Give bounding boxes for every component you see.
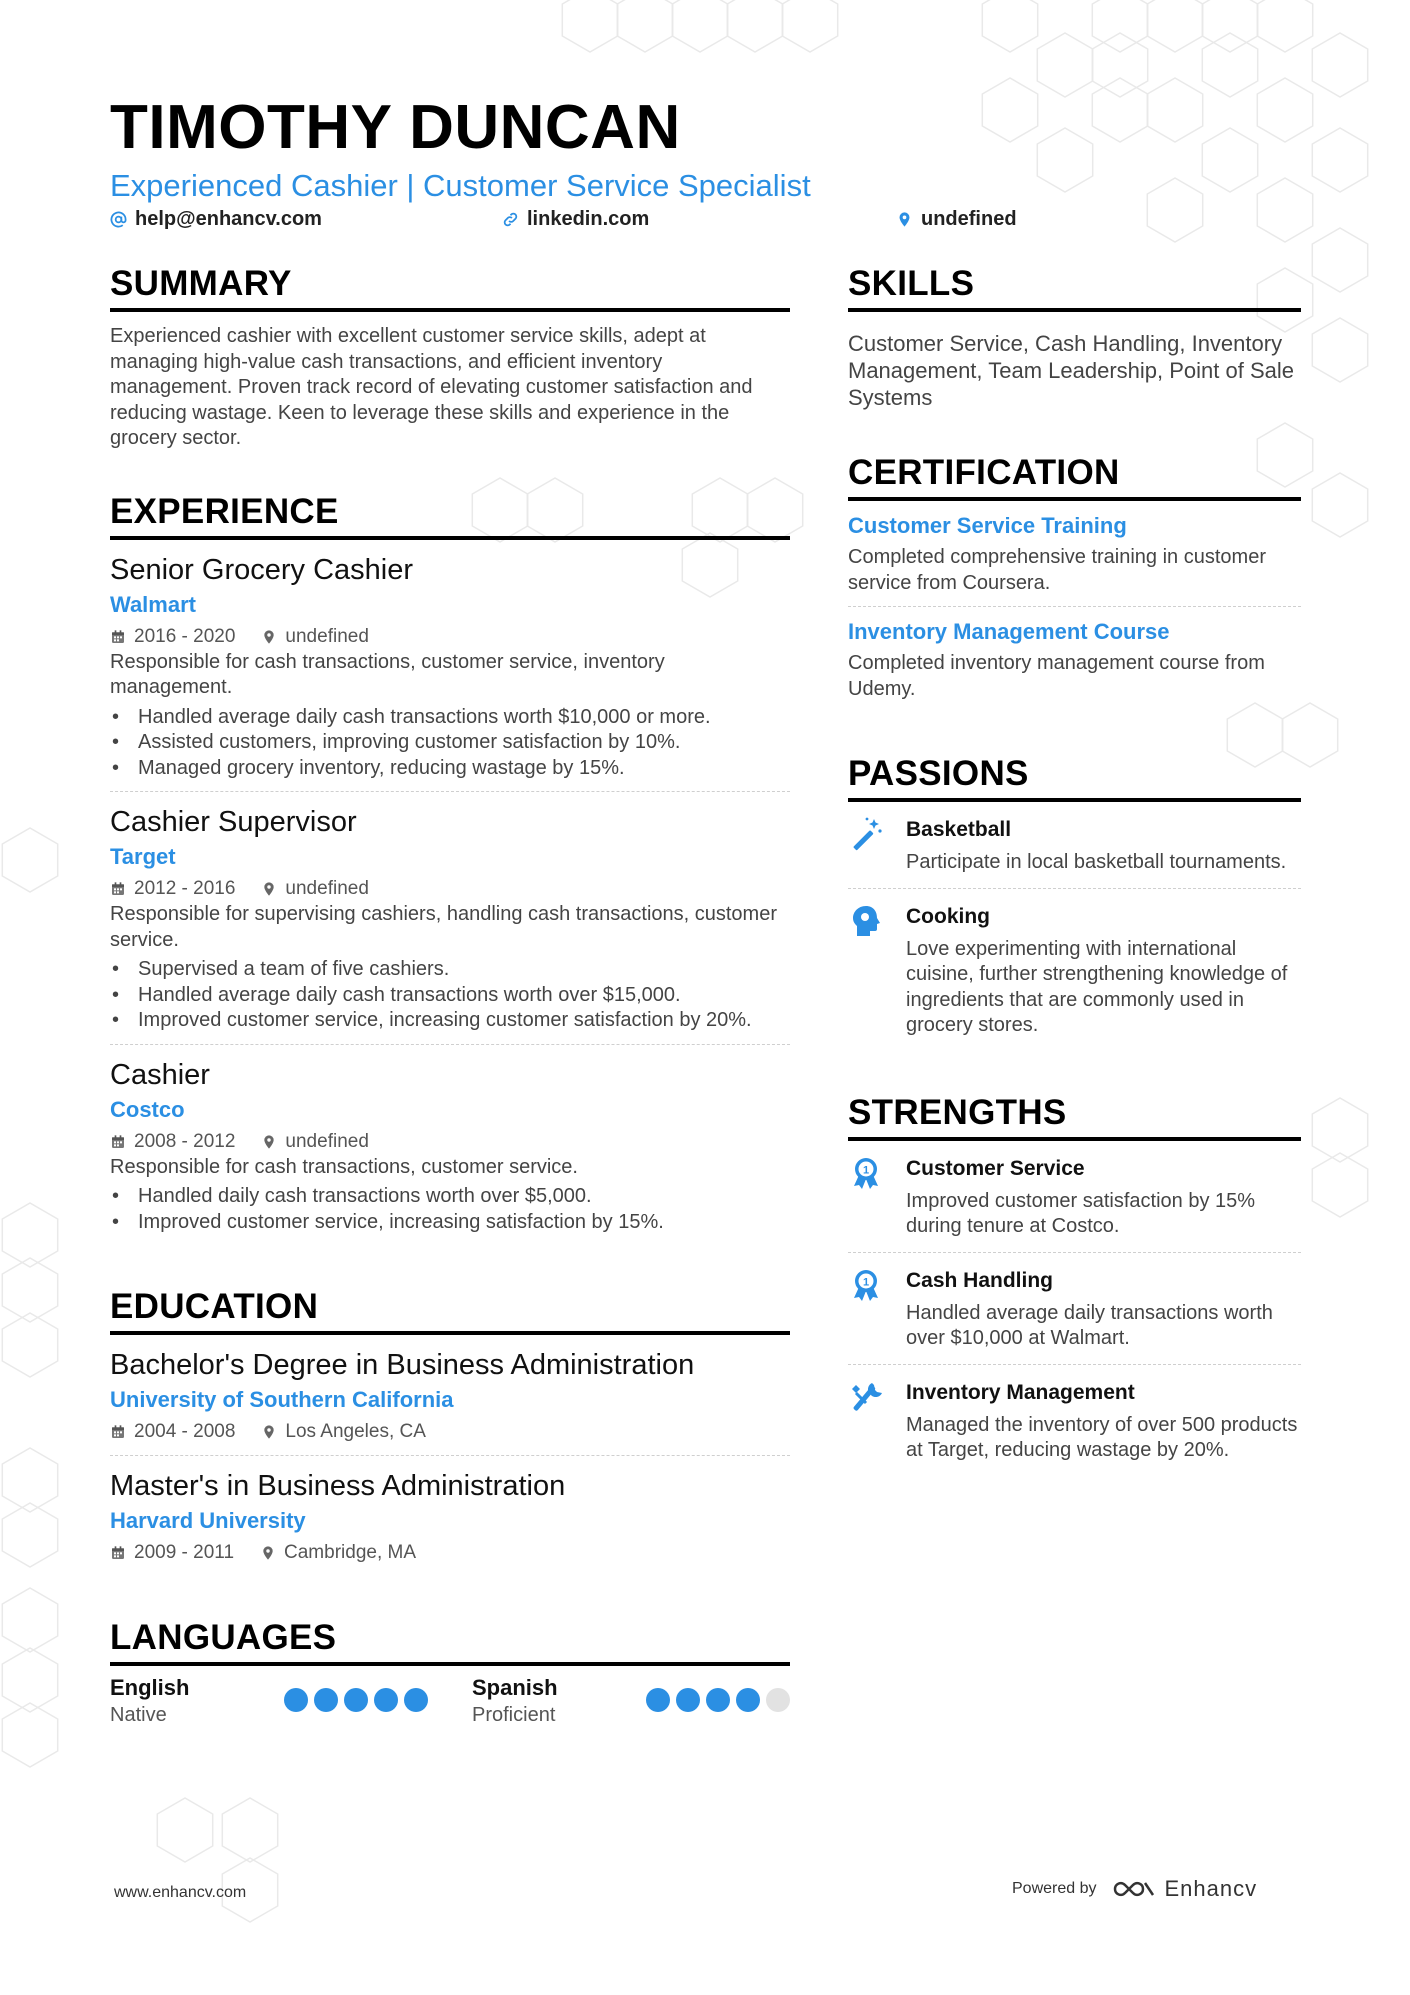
location-text: undefined (285, 625, 369, 647)
language-item (472, 1674, 790, 1728)
dates-text: 2004 - 2008 (134, 1421, 236, 1442)
achievement-list (110, 1184, 790, 1235)
job-title: Cashier (110, 1058, 210, 1091)
passions-title: PASSIONS (848, 752, 1301, 802)
language-text (472, 1674, 558, 1728)
linkedin-text: linkedin.com (527, 208, 650, 230)
strength-item (848, 1365, 1301, 1476)
school-name: University of Southern California (110, 1387, 454, 1412)
item-title: Inventory Management (906, 1380, 1135, 1404)
location-pin-icon (261, 1424, 277, 1440)
strength-item (848, 1141, 1301, 1253)
degree-title: Master's in Business Administration (110, 1470, 566, 1502)
passions-list (848, 802, 1301, 1051)
achievement-item: • Handled daily cash transactions worth over $5,000. (110, 1184, 790, 1210)
experience-item (110, 1045, 790, 1246)
job-title: Cashier Supervisor (110, 806, 357, 838)
skills-title: SKILLS (848, 262, 1301, 312)
calendar-icon (110, 629, 126, 645)
rating-dot-empty (766, 1688, 790, 1712)
achievement-list (110, 957, 790, 1034)
certification-description: Completed inventory management course from Udemy. (848, 652, 1265, 700)
language-text (110, 1674, 189, 1728)
education-dates (110, 1421, 235, 1443)
experience-title: EXPERIENCE (110, 490, 790, 540)
summary-text: Experienced cashier with excellent customer service skills, adept at managing high-value cash transactions, and efficient inventory management. Proven track record of elevating customer satisfaction and reducing wastage. Keen to leverage these skills and experience in the grocery sector. (110, 325, 753, 449)
language-level: Native (110, 1704, 167, 1726)
rating-dot-filled (314, 1688, 338, 1712)
certification-list (848, 501, 1301, 712)
contact-location (896, 208, 1017, 231)
powered-by-text: Powered by (1012, 1880, 1097, 1897)
location-text: Los Angeles, CA (285, 1421, 426, 1442)
item-description: Love experimenting with international cuisine, further strengthening knowledge of ingredients that are commonly used in grocery stores. (906, 937, 1288, 1036)
achievement-item: • Improved customer service, increasing satisfaction by 15%. (110, 1210, 790, 1236)
candidate-name: TIMOTHY DUNCAN (110, 93, 681, 162)
achievement-item: • Managed grocery inventory, reducing wastage by 15%. (110, 756, 790, 782)
location-text: undefined (285, 878, 369, 899)
achievement-item: • Assisted customers, improving customer satisfaction by 10%. (110, 730, 790, 756)
skills-text: Customer Service, Cash Handling, Inventory Management, Team Leadership, Point of Sale Systems (848, 331, 1294, 410)
strengths-section (848, 1091, 1301, 1476)
achievement-item: • Supervised a team of five cashiers. (110, 957, 790, 983)
item-body (906, 814, 1286, 876)
certification-item (848, 501, 1301, 607)
languages-section (110, 1616, 790, 1728)
icon-container (848, 901, 906, 1039)
brand-logo[interactable] (1111, 1876, 1258, 1902)
languages-list (110, 1674, 790, 1728)
job-description: Responsible for supervising cashiers, handling cash transactions, customer service. (110, 903, 778, 951)
item-description: Handled average daily transactions worth over $10,000 at Walmart. (906, 1301, 1273, 1349)
item-description: Managed the inventory of over 500 products at Target, reducing wastage by 20%. (906, 1413, 1298, 1461)
location-pin-icon (261, 1134, 277, 1150)
item-body (906, 1265, 1301, 1352)
tools-icon (848, 1379, 884, 1415)
link-icon (502, 211, 519, 228)
certification-item (848, 607, 1301, 712)
dates-text: 2016 - 2020 (134, 625, 236, 647)
job-dates (110, 626, 235, 648)
experience-section (110, 490, 790, 1246)
item-description: Improved customer satisfaction by 15% during tenure at Costco. (906, 1189, 1256, 1237)
achievement-list (110, 705, 790, 782)
location-pin-icon (896, 211, 913, 228)
rating-dot-filled (676, 1688, 700, 1712)
language-name: English (110, 1675, 190, 1700)
company-name: Walmart (110, 591, 196, 617)
certification-name: Inventory Management Course (848, 619, 1170, 644)
brand-name: Enhancv (1164, 1876, 1258, 1901)
language-rating (646, 1688, 790, 1712)
language-level: Proficient (472, 1704, 556, 1726)
job-location (261, 626, 368, 648)
job-meta (110, 1131, 790, 1153)
item-body (906, 1377, 1301, 1464)
right-column (848, 262, 1301, 1516)
footer-branding (1012, 1876, 1257, 1902)
magic-wand-icon (848, 816, 884, 852)
job-location (261, 1131, 368, 1153)
calendar-icon (110, 1424, 126, 1440)
dates-text: 2009 - 2011 (134, 1542, 235, 1563)
at-icon (110, 211, 127, 228)
job-dates (110, 1131, 235, 1153)
rating-dot-filled (706, 1688, 730, 1712)
svg-text:1: 1 (862, 1276, 870, 1288)
education-item (110, 1335, 790, 1456)
icon-container (848, 1377, 906, 1464)
item-title: Cooking (906, 904, 990, 928)
email-text: help@enhancv.com (135, 208, 322, 230)
contact-email[interactable] (110, 208, 322, 231)
calendar-icon (110, 1545, 126, 1561)
award-ribbon-icon (848, 1155, 884, 1191)
education-meta (110, 1421, 790, 1443)
language-rating (284, 1688, 428, 1712)
job-description: Responsible for cash transactions, customer service, inventory management. (110, 650, 665, 698)
rating-dot-filled (284, 1688, 308, 1712)
language-item (110, 1674, 428, 1728)
headline: Experienced Cashier | Customer Service Specialist (110, 168, 811, 203)
job-location (261, 878, 368, 900)
job-meta (110, 878, 790, 900)
rating-dot-filled (374, 1688, 398, 1712)
enhancv-logo-icon (1111, 1877, 1157, 1901)
dates-text: 2008 - 2012 (134, 1130, 236, 1152)
strengths-list (848, 1141, 1301, 1476)
strength-item (848, 1253, 1301, 1365)
location-pin-icon (260, 1545, 276, 1561)
rating-dot-filled (404, 1688, 428, 1712)
education-location (261, 1421, 425, 1443)
achievement-item: • Improved customer service, increasing customer satisfaction by 20%. (110, 1008, 790, 1034)
dates-text: 2012 - 2016 (134, 878, 236, 899)
rating-dot-filled (646, 1688, 670, 1712)
location-pin-icon (261, 629, 277, 645)
achievement-item: • Handled average daily cash transactions worth over $15,000. (110, 983, 790, 1009)
award-ribbon-icon (848, 1267, 884, 1303)
left-column (110, 262, 790, 1768)
education-list (110, 1335, 790, 1576)
language-name: Spanish (472, 1675, 558, 1700)
rating-dot-filled (736, 1688, 760, 1712)
job-description: Responsible for cash transactions, customer service. (110, 1155, 578, 1178)
education-dates (110, 1542, 234, 1564)
calendar-icon (110, 1134, 126, 1150)
certification-name: Customer Service Training (848, 513, 1127, 538)
rating-dot-filled (344, 1688, 368, 1712)
company-name: Target (110, 844, 176, 869)
job-title: Senior Grocery Cashier (110, 553, 413, 586)
footer-website[interactable]: www.enhancv.com (114, 1884, 247, 1901)
item-title: Customer Service (906, 1156, 1085, 1180)
skills-section (848, 262, 1301, 411)
icon-container (848, 814, 906, 876)
education-section (110, 1285, 790, 1576)
languages-title: LANGUAGES (110, 1616, 790, 1666)
head-profile-icon (848, 903, 884, 939)
passions-section (848, 752, 1301, 1051)
passion-item (848, 889, 1301, 1051)
summary-title: SUMMARY (110, 262, 790, 312)
experience-item (110, 792, 790, 1045)
experience-item (110, 540, 790, 793)
achievement-item: • Handled average daily cash transactions worth $10,000 or more. (110, 705, 790, 731)
location-text: undefined (921, 208, 1017, 230)
item-body (906, 1153, 1301, 1240)
school-name: Harvard University (110, 1508, 306, 1533)
certification-title: CERTIFICATION (848, 451, 1301, 501)
location-pin-icon (261, 881, 277, 897)
item-description: Participate in local basketball tournaments. (906, 851, 1287, 873)
location-text: undefined (285, 1130, 369, 1152)
svg-text:1: 1 (862, 1164, 870, 1176)
job-meta (110, 626, 790, 648)
summary-section (110, 262, 790, 452)
item-body (906, 901, 1301, 1039)
certification-description: Completed comprehensive training in customer service from Coursera. (848, 546, 1266, 594)
company-name: Costco (110, 1096, 185, 1122)
education-title: EDUCATION (110, 1285, 790, 1335)
degree-title: Bachelor's Degree in Business Administration (110, 1349, 695, 1381)
passion-item (848, 802, 1301, 889)
education-item (110, 1456, 790, 1576)
strengths-title: STRENGTHS (848, 1091, 1301, 1141)
calendar-icon (110, 881, 126, 897)
icon-container (848, 1153, 906, 1240)
icon-container (848, 1265, 906, 1352)
certification-section (848, 451, 1301, 712)
item-title: Basketball (906, 818, 1012, 841)
education-meta (110, 1542, 790, 1564)
location-text: Cambridge, MA (284, 1542, 417, 1563)
experience-list (110, 540, 790, 1246)
education-location (260, 1542, 416, 1564)
contact-linkedin[interactable] (502, 208, 649, 231)
item-title: Cash Handling (906, 1268, 1054, 1292)
job-dates (110, 878, 235, 900)
